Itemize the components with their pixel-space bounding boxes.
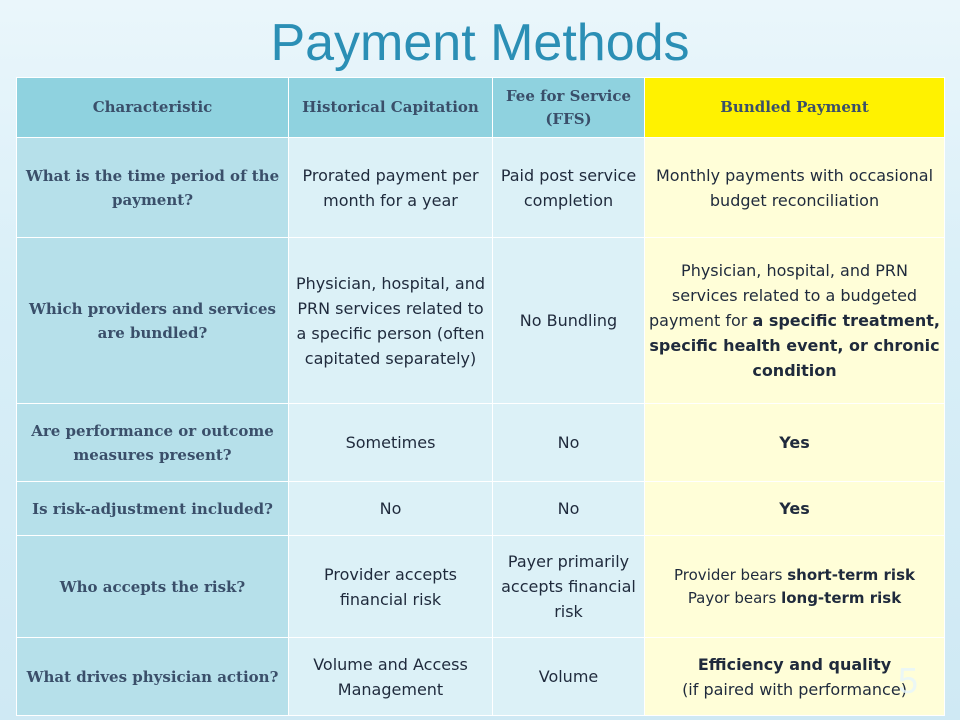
bundled-text-bold: Yes	[779, 433, 810, 452]
cell-historical-risk-adjustment: No	[289, 482, 493, 536]
cell-historical-time-period: Prorated payment per month for a year	[289, 138, 493, 238]
table-row	[17, 138, 945, 238]
bundled-text: Payor bears	[687, 588, 782, 607]
bundled-text: (if paired with performance)	[682, 679, 907, 699]
bundled-text: Physician, hospital, and PRN services related to a budgeted payment for	[649, 261, 918, 330]
row-header-performance-measures: Are performance or outcome measures present?	[17, 404, 289, 482]
row-header-risk-adjustment: Is risk-adjustment included?	[17, 482, 289, 536]
bundled-text-bold: short-term risk	[787, 565, 915, 584]
header-row	[17, 78, 945, 138]
cell-ffs-who-accepts-risk: Payer primarily accepts financial risk	[493, 536, 645, 638]
row-header-providers-bundled: Which providers and services are bundled?	[17, 238, 289, 404]
cell-bundled-performance-measures	[645, 404, 945, 482]
cell-ffs-providers-bundled: No Bundling	[493, 238, 645, 404]
cell-bundled-risk-adjustment	[645, 482, 945, 536]
bundled-text-bold: Efficiency and quality	[697, 654, 892, 674]
bundled-text-bold: long-term risk	[781, 588, 902, 607]
table-row	[17, 536, 945, 638]
cell-bundled-providers-bundled	[645, 238, 945, 404]
table-row	[17, 638, 945, 716]
bundled-text: Provider bears	[674, 565, 788, 584]
table-row	[17, 238, 945, 404]
cell-ffs-physician-action: Volume	[493, 638, 645, 716]
cell-historical-providers-bundled: Physician, hospital, and PRN services related to a specific person (often capitated separately)	[289, 238, 493, 404]
bundled-text-bold: Yes	[779, 499, 810, 518]
header-characteristic: Characteristic	[17, 78, 289, 138]
cell-historical-physician-action: Volume and Access Management	[289, 638, 493, 716]
bundled-text-bold: a specific treatment, specific health event, or chronic condition	[649, 311, 941, 380]
payment-methods-table	[16, 77, 945, 716]
cell-historical-who-accepts-risk: Provider accepts financial risk	[289, 536, 493, 638]
cell-ffs-performance-measures: No	[493, 404, 645, 482]
cell-historical-performance-measures: Sometimes	[289, 404, 493, 482]
table-row	[17, 482, 945, 536]
page-title: Payment Methods	[270, 14, 690, 72]
cell-bundled-time-period	[645, 138, 945, 238]
row-header-physician-action: What drives physician action?	[17, 638, 289, 716]
cell-ffs-risk-adjustment: No	[493, 482, 645, 536]
row-header-time-period: What is the time period of the payment?	[17, 138, 289, 238]
cell-ffs-time-period: Paid post service completion	[493, 138, 645, 238]
header-historical-capitation: Historical Capitation	[289, 78, 493, 138]
table-row	[17, 404, 945, 482]
row-header-who-accepts-risk: Who accepts the risk?	[17, 536, 289, 638]
slide-number: 5	[898, 660, 919, 701]
cell-bundled-who-accepts-risk	[645, 536, 945, 638]
bundled-text: Monthly payments with occasional budget reconciliation	[655, 165, 934, 210]
header-bundled-payment: Bundled Payment	[645, 78, 945, 138]
header-fee-for-service: Fee for Service (FFS)	[493, 78, 645, 138]
